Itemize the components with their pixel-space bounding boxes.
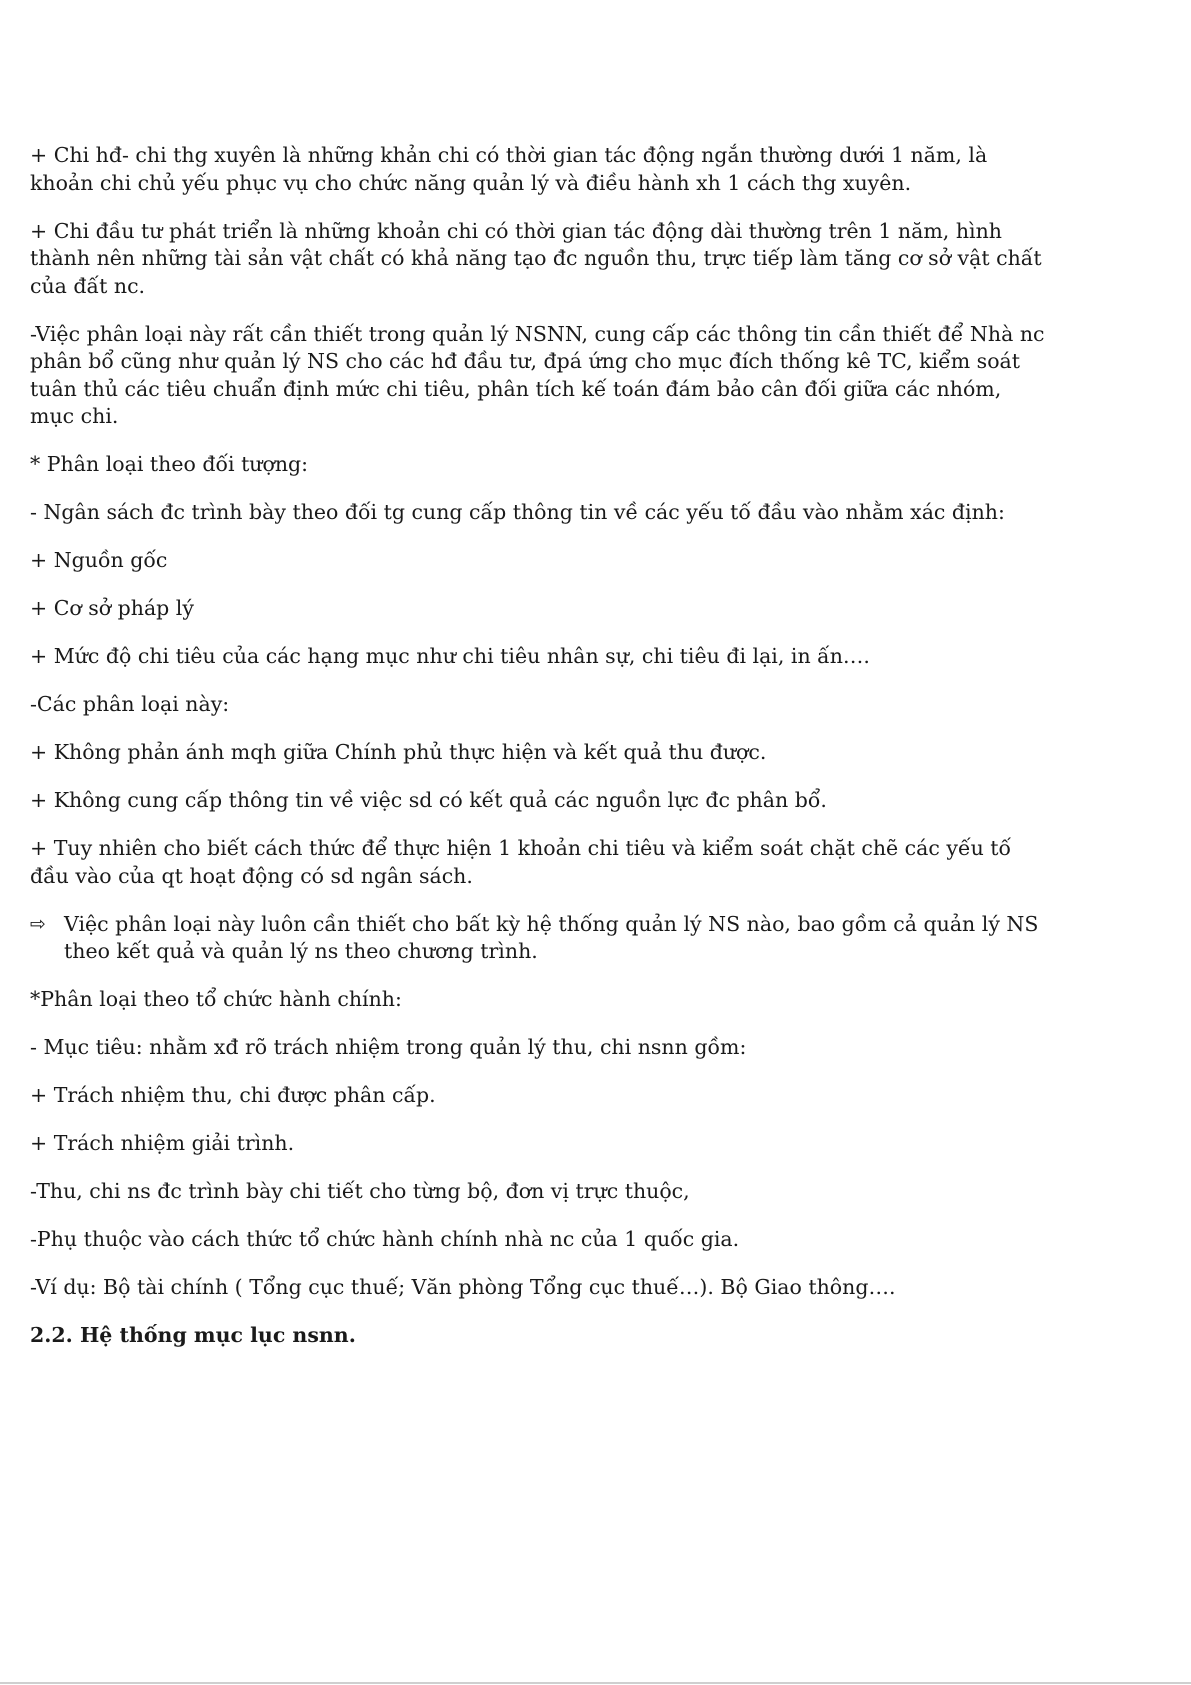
paragraph-to-chuc-hanh-chinh: *Phân loại theo tổ chức hành chính: — [30, 987, 402, 1011]
paragraph-nguon-goc: + Nguồn gốc — [30, 548, 168, 572]
right-arrow-icon: ⇨ — [30, 912, 46, 935]
document-page — [30, 142, 1050, 1370]
paragraph-khong-cung-cap: + Không cung cấp thông tin về việc sd có kết quả các nguồn lực đc phân bổ. — [30, 788, 827, 812]
paragraph-tuy-nhien: + Tuy nhiên cho biết cách thức để thực hiện 1 khoản chi tiêu và kiểm soát chặt chẽ các yếu tố đầu vào của qt hoạt động có sd ngân sách. — [30, 836, 1012, 888]
paragraph-muc-tieu: - Mục tiêu: nhằm xđ rõ trách nhiệm trong quản lý thu, chi nsnn gồm: — [30, 1035, 747, 1059]
paragraph-cac-phan-loai: -Các phân loại này: — [30, 692, 230, 716]
paragraph-khong-phan-anh: + Không phản ánh mqh giữa Chính phủ thực hiện và kết quả thu được. — [30, 740, 767, 764]
paragraph-trach-nhiem-giai-trinh: + Trách nhiệm giải trình. — [30, 1131, 295, 1155]
conclusion-text: Việc phân loại này luôn cần thiết cho bất kỳ hệ thống quản lý NS nào, bao gồm cả quản lý NS theo kết quả và quản lý ns theo chương trình. — [64, 911, 1039, 963]
section-heading: 2.2. Hệ thống mục lục nsnn. — [30, 1323, 356, 1347]
paragraph-phu-thuoc: -Phụ thuộc vào cách thức tổ chức hành chính nhà nc của 1 quốc gia. — [30, 1227, 740, 1251]
paragraph-chi-thuong-xuyen: + Chi hđ- chi thg xuyên là những khản chi có thời gian tác động ngắn thường dưới 1 năm, là khoản chi chủ yếu phục vụ cho chức năng quản lý và điều hành xh 1 cách thg xuyên. — [30, 143, 988, 195]
paragraph-vi-du: -Ví dụ: Bộ tài chính ( Tổng cục thuế; Văn phòng Tổng cục thuế…). Bộ Giao thông…. — [30, 1275, 896, 1299]
paragraph-phan-loai-can-thiet: -Việc phân loại này rất cần thiết trong quản lý NSNN, cung cấp các thông tin cần thiết để Nhà nc phân bổ cũng như quản lý NS cho các hđ đầu tư, đpá ứng cho mục đích thống kê TC, kiểm soát tuân thủ các tiêu chuẩn định mức chi tiêu, phân tích kế toán đám bảo cân đối giữa các nhóm, mục chi. — [30, 321, 1045, 428]
paragraph-phan-loai-doi-tuong: * Phân loại theo đối tượng: — [30, 452, 309, 476]
paragraph-thu-chi-ns: -Thu, chi ns đc trình bày chi tiết cho từng bộ, đơn vị trực thuộc, — [30, 1179, 690, 1203]
page-bottom-divider — [0, 1682, 1191, 1684]
paragraph-muc-do-chi-tieu: + Mức độ chi tiêu của các hạng mục như chi tiêu nhân sự, chi tiêu đi lại, in ấn…. — [30, 644, 870, 668]
conclusion-item — [30, 911, 1050, 966]
paragraph-ngan-sach-trinh-bay: - Ngân sách đc trình bày theo đối tg cung cấp thông tin về các yếu tố đầu vào nhằm xác định: — [30, 500, 1005, 524]
paragraph-trach-nhiem-thu-chi: + Trách nhiệm thu, chi được phân cấp. — [30, 1083, 436, 1107]
paragraph-co-so-phap-ly: + Cơ sở pháp lý — [30, 596, 194, 620]
paragraph-chi-dau-tu: + Chi đầu tư phát triển là những khoản chi có thời gian tác động dài thường trên 1 năm, hình thành nên những tài sản vật chất có khả năng tạo đc nguồn thu, trực tiếp làm tăng cơ sở vật chất của đất nc. — [30, 218, 1042, 298]
